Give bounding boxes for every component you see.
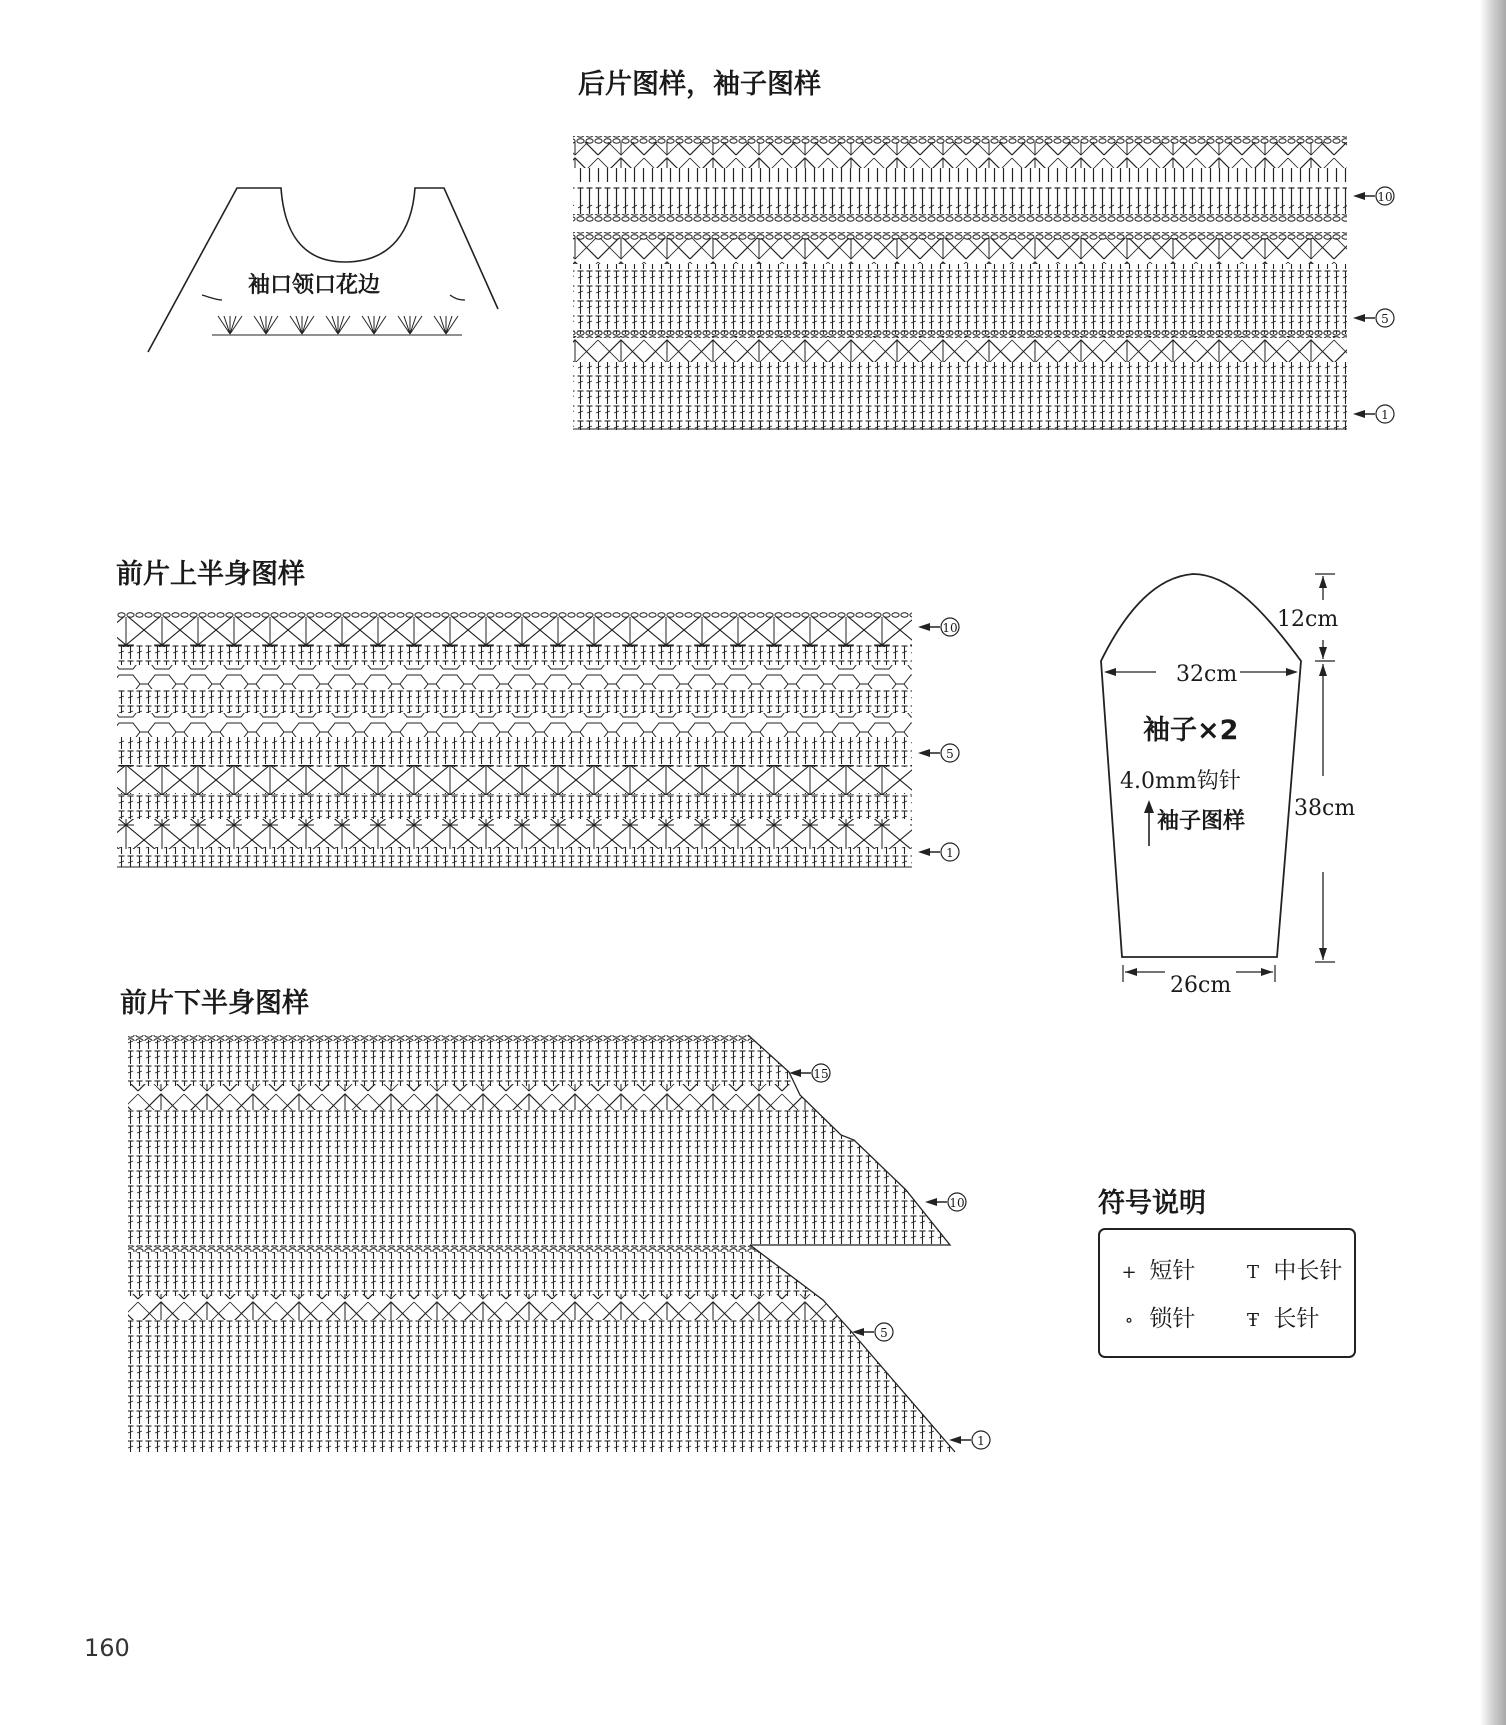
row-number: 10 — [942, 621, 958, 635]
chain-stitch-icon: ∘ — [1124, 1310, 1134, 1331]
sleeve-name: 袖子×2 — [1143, 715, 1239, 746]
length-label: 38cm — [1294, 796, 1356, 821]
legend-label: 中长针 — [1273, 1258, 1343, 1284]
top-width-dimension — [1104, 662, 1298, 687]
double-crochet-icon: Ŧ — [1246, 1310, 1259, 1331]
row-marker-10 — [918, 618, 959, 636]
direction-arrow — [1144, 800, 1154, 846]
bottom-width-dimension — [1123, 965, 1275, 998]
row-marker-1 — [949, 1431, 990, 1449]
legend-item — [1116, 1252, 1195, 1285]
symbol-legend — [1098, 1228, 1356, 1358]
armhole-line — [202, 295, 222, 300]
legend-item — [1240, 1252, 1342, 1285]
row-marker-5 — [852, 1323, 893, 1341]
half-double-crochet-icon: T — [1246, 1262, 1259, 1283]
row-marker-10 — [1353, 187, 1394, 205]
row-number: 1 — [946, 846, 954, 860]
front-lower-pattern-title: 前片下半身图样 — [120, 988, 309, 1019]
cap-height-label: 12cm — [1277, 607, 1339, 632]
hook-size: 4.0mm钩针 — [1120, 769, 1241, 794]
legend-title: 符号说明 — [1098, 1188, 1206, 1219]
cap-height-dimension — [1277, 574, 1338, 661]
sleeve-schematic — [1101, 574, 1355, 998]
row-number: 5 — [1381, 312, 1389, 326]
row-number: 10 — [1377, 190, 1393, 204]
length-dimension — [1294, 664, 1355, 962]
edging-fan-row — [212, 314, 462, 336]
scan-shadow-edge — [1480, 0, 1506, 1725]
front-lower-chart — [128, 1035, 958, 1452]
front-upper-chart — [117, 612, 912, 867]
armhole-line-right — [450, 295, 465, 300]
sleeve-outline — [1101, 574, 1301, 957]
legend-label: 短针 — [1149, 1258, 1196, 1284]
bottom-width-label: 26cm — [1170, 973, 1232, 998]
row-marker-10 — [925, 1193, 966, 1211]
row-marker-15 — [789, 1064, 830, 1082]
legend-item — [1240, 1300, 1319, 1333]
row-marker-5 — [918, 744, 959, 762]
row-marker-5 — [1353, 309, 1394, 327]
neck-edging-label: 袖口领口花边 — [248, 273, 381, 298]
sleeve-pattern-label: 袖子图样 — [1157, 809, 1246, 834]
row-number: 5 — [880, 1326, 888, 1340]
front-upper-pattern-title: 前片上半身图样 — [116, 559, 305, 590]
front-upper-row-markers — [918, 618, 959, 861]
single-crochet-icon: + — [1121, 1262, 1137, 1283]
back-sleeve-chart — [573, 136, 1347, 430]
row-number: 1 — [1381, 408, 1389, 422]
back-row-markers — [1353, 187, 1394, 423]
row-number: 1 — [977, 1434, 985, 1448]
legend-label: 长针 — [1273, 1306, 1320, 1332]
back-sleeve-pattern-title: 后片图样，袖子图样 — [578, 69, 821, 100]
page-number: 160 — [84, 1634, 130, 1662]
row-number: 5 — [946, 747, 954, 761]
row-number: 10 — [949, 1196, 965, 1210]
row-marker-1 — [1353, 405, 1394, 423]
legend-label: 锁针 — [1149, 1306, 1196, 1332]
row-number: 15 — [813, 1067, 829, 1081]
row-marker-1 — [918, 843, 959, 861]
neckline-edging-diagram — [148, 188, 498, 352]
top-width-label: 32cm — [1176, 662, 1238, 687]
legend-item — [1116, 1300, 1195, 1333]
